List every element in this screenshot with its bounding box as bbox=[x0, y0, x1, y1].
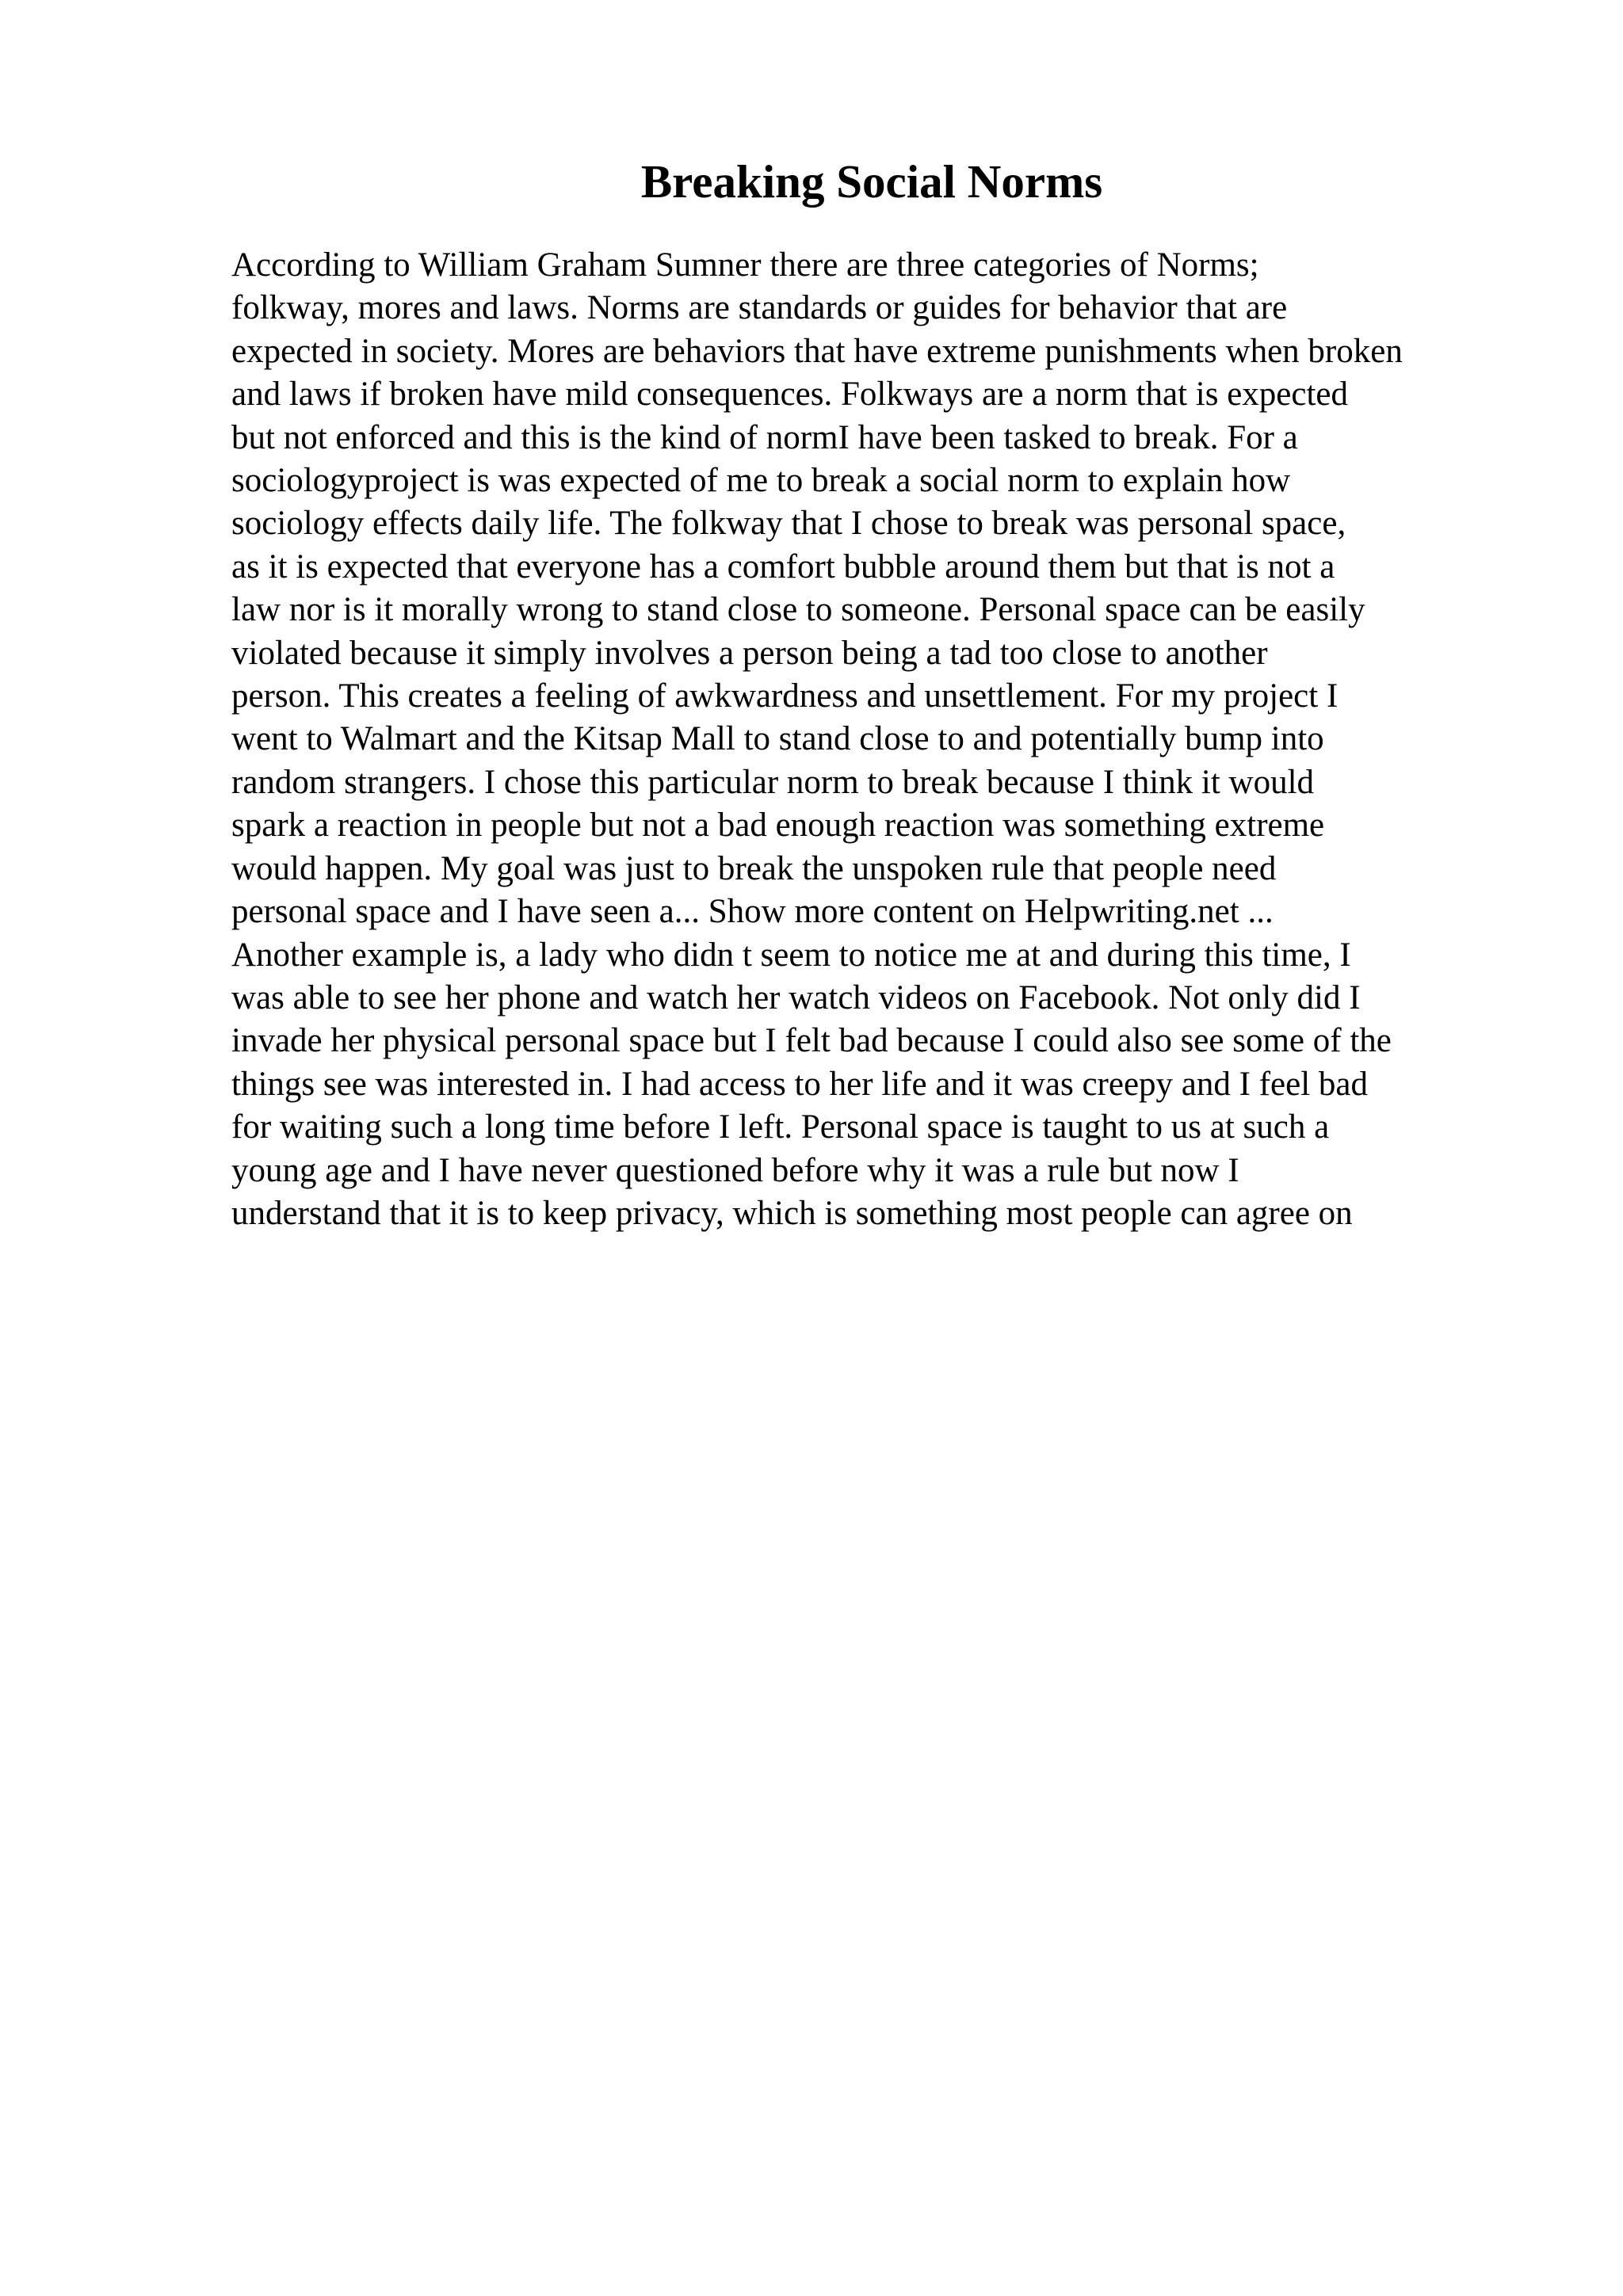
body-line: sociologyproject is was expected of me to break a social norm to explain how bbox=[231, 462, 1291, 500]
body-line: personal space and I have seen a... Show more content on Helpwriting.net ... bbox=[231, 893, 1274, 931]
document-title: Breaking Social Norms bbox=[640, 155, 1103, 208]
body-line: random strangers. I chose this particular norm to break because I think it would bbox=[231, 763, 1315, 801]
body-line: expected in society. Mores are behaviors that have extreme punishments when broken bbox=[231, 332, 1403, 370]
body-line: invade her physical personal space but I felt bad because I could also see some of the bbox=[231, 1022, 1392, 1060]
body-line: and laws if broken have mild consequences. Folkways are a norm that is expected bbox=[231, 376, 1349, 414]
body-line: went to Walmart and the Kitsap Mall to stand close to and potentially bump into bbox=[231, 720, 1324, 758]
body-line: would happen. My goal was just to break the unspoken rule that people need bbox=[231, 849, 1277, 887]
body-line: things see was interested in. I had access to her life and it was creepy and I feel bad bbox=[231, 1065, 1368, 1103]
body-line: understand that it is to keep privacy, which is something most people can agree on bbox=[231, 1194, 1353, 1232]
document-body bbox=[231, 244, 1515, 1235]
body-line: According to William Graham Sumner there are three categories of Norms; bbox=[231, 246, 1259, 284]
body-line: person. This creates a feeling of awkwardness and unsettlement. For my project I bbox=[231, 677, 1338, 715]
body-line: violated because it simply involves a person being a tad too close to another bbox=[231, 634, 1268, 672]
body-line: young age and I have never questioned before why it was a rule but now I bbox=[231, 1151, 1239, 1189]
body-line: as it is expected that everyone has a comfort bubble around them but that is not a bbox=[231, 547, 1335, 585]
body-line: folkway, mores and laws. Norms are standards or guides for behavior that are bbox=[231, 289, 1288, 327]
body-line: spark a reaction in people but not a bad enough reaction was something extreme bbox=[231, 807, 1325, 845]
body-line: law nor is it morally wrong to stand close to someone. Personal space can be easily bbox=[231, 591, 1365, 629]
body-line: sociology effects daily life. The folkway that I chose to break was personal space, bbox=[231, 505, 1346, 543]
body-line: for waiting such a long time before I left. Personal space is taught to us at such a bbox=[231, 1108, 1330, 1146]
body-line: but not enforced and this is the kind of normI have been tasked to break. For a bbox=[231, 418, 1298, 456]
body-line: Another example is, a lady who didn t seem to notice me at and during this time, I bbox=[231, 936, 1351, 974]
body-line: was able to see her phone and watch her watch videos on Facebook. Not only did I bbox=[231, 978, 1361, 1016]
